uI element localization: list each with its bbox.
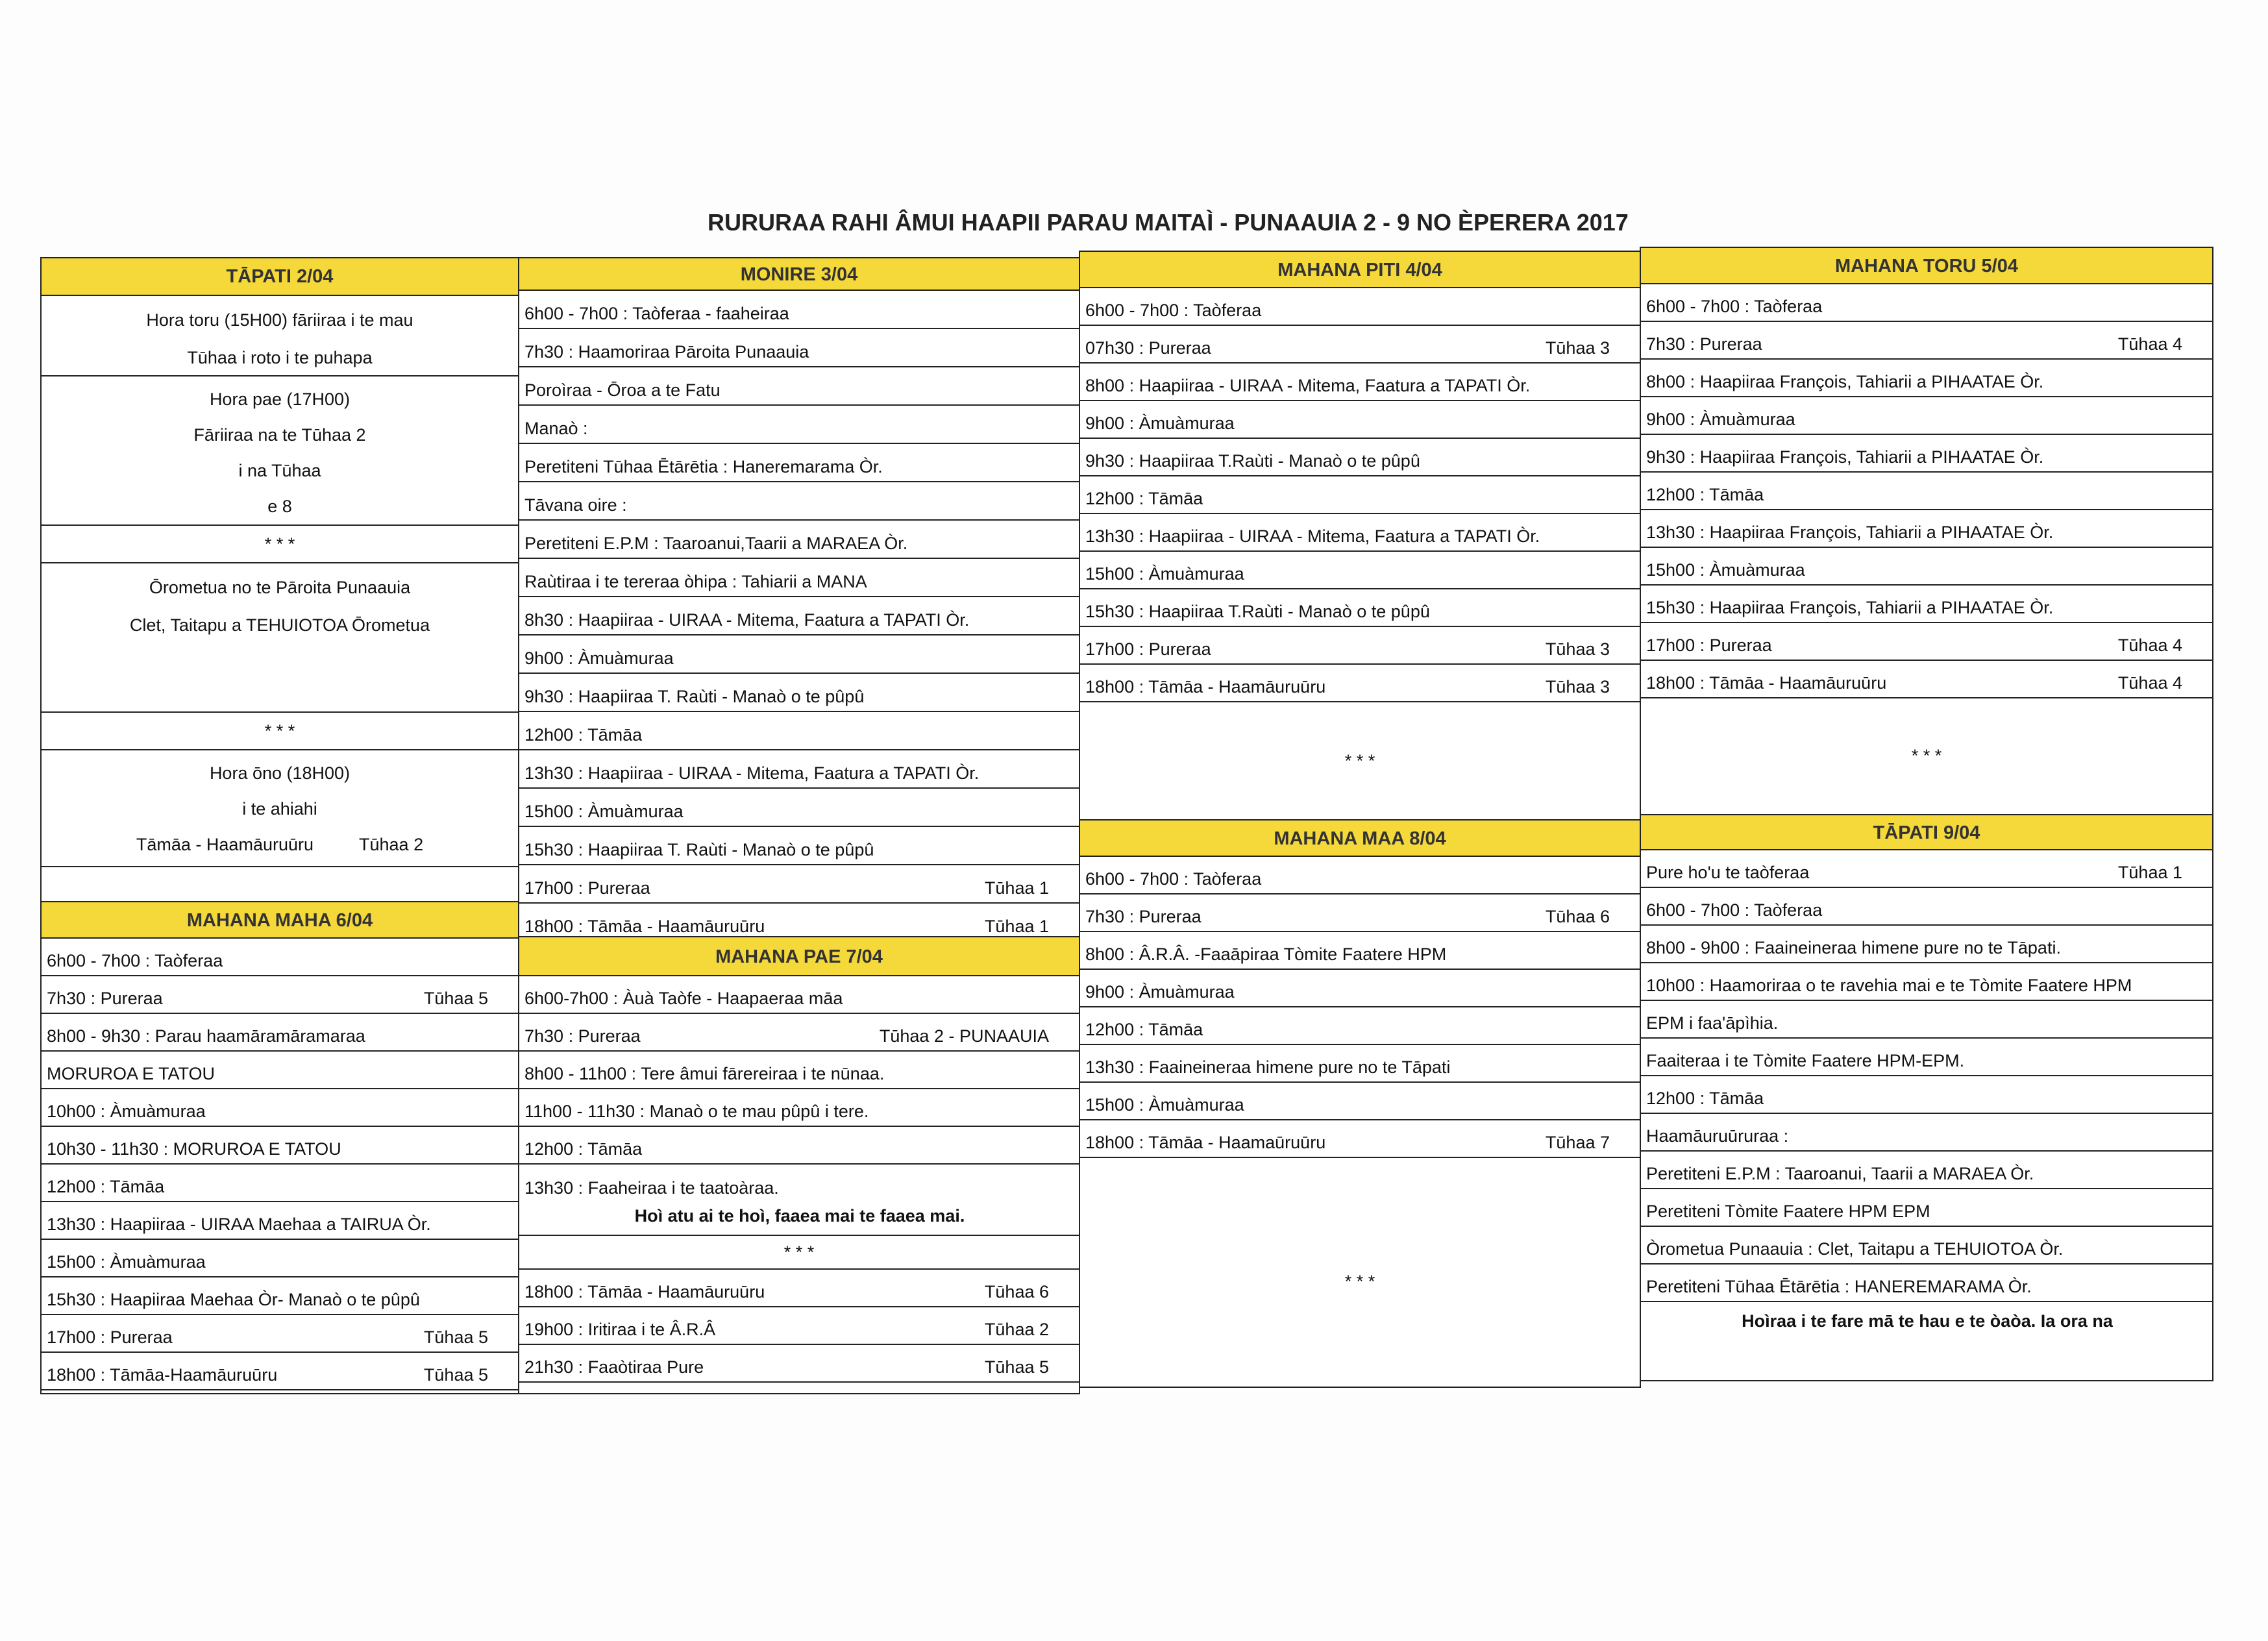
row-text: 6h00 - 7h00 : Taòferaa xyxy=(1085,301,1262,320)
schedule-row xyxy=(1641,586,2212,623)
text-line: e 8 xyxy=(267,497,292,516)
schedule-row xyxy=(1080,627,1640,665)
schedule-row xyxy=(1641,510,2212,548)
group-label: Tūhaa 1 xyxy=(984,878,1049,898)
row-text: 8h00 - 9h30 : Parau haamāramāramaraa xyxy=(47,1026,365,1046)
schedule-row xyxy=(1641,322,2212,360)
row-text: 6h00 - 7h00 : Taòferaa xyxy=(47,951,223,970)
schedule-row xyxy=(1641,850,2212,888)
day-column-tapati-9 xyxy=(1640,814,2213,1381)
schedule-row xyxy=(1080,589,1640,627)
group-label: Tūhaa 4 xyxy=(2117,334,2182,354)
schedule-row xyxy=(519,1307,1079,1345)
row-text: 18h00 : Tāmāa - Haamāuruūru xyxy=(524,917,765,936)
row-text: 15h00 : Àmuàmuraa xyxy=(1085,564,1244,584)
page-title: RURURAA RAHI ÂMUI HAAPII PARAU MAITAÌ - PUNAAUIA 2 - 9 NO ÈPERERA 2017 xyxy=(708,209,1629,236)
group-label: Tūhaa 6 xyxy=(1545,907,1610,926)
day-column-piti xyxy=(1079,251,1641,822)
row-text: Peretiteni E.P.M : Taaroanui, Taarii a MARAEA Òr. xyxy=(1646,1164,2034,1183)
row-text: 6h00 - 7h00 : Taòferaa xyxy=(1646,297,1823,316)
day-header: MAHANA PITI 4/04 xyxy=(1080,252,1640,288)
schedule-row xyxy=(519,865,1079,904)
row-text: 13h30 : Haapiiraa - UIRAA Maehaa a TAIRUA Òr. xyxy=(47,1215,431,1234)
row-text: 7h30 : Pureraa xyxy=(47,989,163,1008)
schedule-row xyxy=(519,597,1079,635)
schedule-row xyxy=(1080,1120,1640,1158)
group-label: Tūhaa 6 xyxy=(984,1282,1049,1302)
text-line: i na Tūhaa xyxy=(238,461,321,480)
group-label: Tūhaa 5 xyxy=(984,1357,1049,1377)
row-text: 18h00 : Tāmāa - Haamāuruūru xyxy=(1085,677,1326,697)
schedule-row xyxy=(1641,1114,2212,1152)
row-text: 8h00 : Haapiiraa François, Tahiarii a PIHAATAE Òr. xyxy=(1646,372,2044,391)
day-header: TĀPATI 9/04 xyxy=(1641,815,2212,850)
meal-label: Tāmāa - Haamāuruūru xyxy=(136,835,314,854)
schedule-row xyxy=(1641,1076,2212,1114)
row-text: 7h30 : Pureraa xyxy=(1646,334,1762,354)
schedule-row xyxy=(519,406,1079,444)
schedule-row xyxy=(1641,1265,2212,1302)
group-label: Tūhaa 1 xyxy=(2117,863,2182,882)
row-text: 18h00 : Tāmāa-Haamāuruūru xyxy=(47,1365,278,1385)
text-line: Hora pae (17H00) xyxy=(209,389,351,409)
day-column-pae xyxy=(518,936,1080,1394)
row-text: 15h30 : Haapiiraa Maehaa Òr- Manaò o te pûpû xyxy=(47,1290,420,1309)
row-text: 8h30 : Haapiiraa - UIRAA - Mitema, Faatura a TAPATI Òr. xyxy=(524,610,970,630)
row-text: 9h00 : Àmuàmuraa xyxy=(1085,982,1235,1002)
row-text: 17h00 : Pureraa xyxy=(1646,635,1772,655)
schedule-row xyxy=(1641,548,2212,586)
row-text: EPM i faa'āpìhia. xyxy=(1646,1013,1779,1033)
schedule-row xyxy=(42,976,518,1014)
row-text: 21h30 : Faaòtiraa Pure xyxy=(524,1357,704,1377)
row-text: 9h00 : Àmuàmuraa xyxy=(524,648,674,668)
row-text: Poroìraa - Ōroa a te Fatu xyxy=(524,380,721,400)
row-text: 07h30 : Pureraa xyxy=(1085,338,1211,358)
schedule-row xyxy=(519,712,1079,750)
day-header: MAHANA MAA 8/04 xyxy=(1080,820,1640,857)
evening-block xyxy=(42,750,518,867)
schedule-row xyxy=(42,1240,518,1277)
schedule-row xyxy=(1080,326,1640,364)
row-text: 10h00 : Àmuàmuraa xyxy=(47,1102,206,1121)
row-text: 19h00 : Iritiraa i te Â.R.Â xyxy=(524,1320,716,1339)
schedule-row xyxy=(519,329,1079,367)
row-text: 15h00 : Àmuàmuraa xyxy=(1646,560,1805,580)
group-label: Tūhaa 7 xyxy=(1545,1133,1610,1152)
row-text: Peretiteni Tòmite Faatere HPM EPM xyxy=(1646,1202,1930,1221)
text-line xyxy=(42,827,518,863)
schedule-row xyxy=(42,939,518,976)
schedule-row xyxy=(1080,857,1640,895)
row-text: 12h00 : Tāmāa xyxy=(1085,1020,1203,1039)
separator-stars: * * * xyxy=(42,526,518,563)
row-text: 12h00 : Tāmāa xyxy=(1646,485,1764,504)
text-line: Ōrometua no te Pāroita Punaauia xyxy=(149,577,411,597)
row-text: 15h00 : Àmuàmuraa xyxy=(47,1252,206,1272)
row-text: 18h00 : Tāmāa - Haamāuruūru xyxy=(1646,673,1887,693)
text-line: Tūhaa i roto i te puhapa xyxy=(187,347,373,367)
row-text: 6h00-7h00 : Àuà Taòfe - Haapaeraa māa xyxy=(524,989,843,1008)
welcome-block xyxy=(42,376,518,526)
schedule-row xyxy=(42,1202,518,1240)
row-text: 15h00 : Àmuàmuraa xyxy=(524,802,684,821)
row-text: Haamāuruūruraa : xyxy=(1646,1126,1789,1146)
row-text: Faaiteraa i te Tòmite Faatere HPM-EPM. xyxy=(1646,1051,1965,1070)
separator-stars: * * * xyxy=(42,713,518,750)
row-text: Òrometua Punaauia : Clet, Taitapu a TEHUIOTOA Òr. xyxy=(1646,1239,2064,1259)
day-column-toru xyxy=(1640,247,2213,817)
schedule-row xyxy=(1641,623,2212,661)
row-text: Pure ho'u te taòferaa xyxy=(1646,863,1810,882)
group-label: Tūhaa 4 xyxy=(2117,673,2182,693)
row-text: 12h00 : Tāmāa xyxy=(524,725,643,745)
row-text: 12h00 : Tāmāa xyxy=(47,1177,165,1196)
row-text: 15h30 : Haapiiraa T.Raùti - Manaò o te pûpû xyxy=(1085,602,1430,621)
schedule-row xyxy=(1641,360,2212,397)
schedule-row xyxy=(1641,1189,2212,1227)
row-text: 9h30 : Haapiiraa T. Raùti - Manaò o te pûpû xyxy=(524,687,865,706)
row-text: 13h30 : Faaheiraa i te taatoàraa. xyxy=(524,1178,779,1198)
schedule-row xyxy=(519,674,1079,712)
row-text: 10h00 : Haamoriraa o te ravehia mai e te Tòmite Faatere HPM xyxy=(1646,976,2132,995)
row-text: 15h30 : Haapiiraa T. Raùti - Manaò o te pûpû xyxy=(524,840,874,859)
schedule-row xyxy=(1080,1045,1640,1083)
group-label: Tūhaa 2 - PUNAAUIA xyxy=(879,1026,1049,1046)
schedule-row xyxy=(1080,932,1640,970)
day-column-maa xyxy=(1079,819,1641,1388)
schedule-row xyxy=(1641,963,2212,1001)
row-text: 8h00 : Â.R.Â. -Faaāpiraa Tòmite Faatere HPM xyxy=(1085,944,1447,964)
schedule-row xyxy=(519,1127,1079,1165)
schedule-row xyxy=(519,976,1079,1014)
schedule-row xyxy=(1080,288,1640,326)
group-label: Tūhaa 4 xyxy=(2117,635,2182,655)
text-line: i te ahiahi xyxy=(242,799,317,819)
schedule-row xyxy=(519,291,1079,329)
group-label: Tūhaa 2 xyxy=(984,1320,1049,1339)
row-text: 17h00 : Pureraa xyxy=(1085,639,1211,659)
row-text: 9h30 : Haapiiraa François, Tahiarii a PIHAATAE Òr. xyxy=(1646,447,2044,467)
schedule-row xyxy=(1080,1083,1640,1120)
text-line: Hora ōno (18H00) xyxy=(209,763,351,783)
separator-stars: * * * xyxy=(1344,1272,1375,1291)
row-text: 8h00 - 9h00 : Faaineineraa himene pure no te Tāpati. xyxy=(1646,938,2061,957)
schedule-row xyxy=(519,1165,1079,1202)
row-text: 7h30 : Pureraa xyxy=(1085,907,1202,926)
row-text: 6h00 - 7h00 : Taòferaa - faaheiraa xyxy=(524,304,789,323)
text-line: Fāriiraa na te Tūhaa 2 xyxy=(193,425,366,445)
schedule-row xyxy=(42,1089,518,1127)
schedule-row xyxy=(42,1014,518,1052)
day-column-maha xyxy=(40,901,519,1394)
schedule-row xyxy=(1080,970,1640,1007)
separator-stars: * * * xyxy=(519,1236,1079,1270)
row-text: 13h30 : Haapiiraa François, Tahiarii a PIHAATAE Òr. xyxy=(1646,523,2054,542)
schedule-row: Hoì atu ai te hoì, faaea mai te faaea mai. xyxy=(519,1202,1079,1236)
row-text: 17h00 : Pureraa xyxy=(524,878,650,898)
row-text: 13h30 : Haapiiraa - UIRAA - Mitema, Faatura a TAPATI Òr. xyxy=(524,763,980,783)
schedule-row xyxy=(1641,888,2212,926)
row-text: Raùtiraa i te tereraa òhipa : Tahiarii a MANA xyxy=(524,572,867,591)
row-text: Peretiteni E.P.M : Taaroanui,Taarii a MARAEA Òr. xyxy=(524,534,908,553)
schedule-row xyxy=(1080,665,1640,702)
schedule-row xyxy=(519,827,1079,865)
row-text: 7h30 : Haamoriraa Pāroita Punaauia xyxy=(524,342,809,362)
row-text: 8h00 : Haapiiraa - UIRAA - Mitema, Faatura a TAPATI Òr. xyxy=(1085,376,1531,395)
schedule-row xyxy=(519,482,1079,521)
row-text: Peretiteni Tūhaa Ētārētia : HANEREMARAMA Òr. xyxy=(1646,1277,2032,1296)
row-text: 7h30 : Pureraa xyxy=(524,1026,641,1046)
schedule-row xyxy=(519,367,1079,406)
row-text: Peretiteni Tūhaa Ētārētia : Haneremarama Òr. xyxy=(524,457,883,476)
closing-line: Hoìraa i te fare mā te hau e te òaòa. Ia ora na xyxy=(1742,1311,2113,1331)
row-text: MORUROA E TATOU xyxy=(47,1064,216,1083)
row-text: 18h00 : Tāmāa - Haamaūruūru xyxy=(1085,1133,1326,1152)
group-label: Tūhaa 5 xyxy=(423,989,488,1008)
row-text: 13h30 : Haapiiraa - UIRAA - Mitema, Faatura a TAPATI Òr. xyxy=(1085,526,1540,546)
row-text: 9h00 : Àmuàmuraa xyxy=(1646,410,1795,429)
schedule-row xyxy=(1641,397,2212,435)
group-label: Tūhaa 5 xyxy=(423,1327,488,1347)
text-line: Clet, Taitapu a TEHUIOTOA Ōrometua xyxy=(129,615,430,635)
schedule-row xyxy=(519,521,1079,559)
schedule-row xyxy=(1080,552,1640,589)
schedule-row xyxy=(42,1127,518,1165)
schedule-row xyxy=(1080,514,1640,552)
schedule-row xyxy=(42,1052,518,1089)
schedule-row xyxy=(42,1165,518,1202)
row-text: 12h00 : Tāmāa xyxy=(524,1139,643,1159)
day-header: MONIRE 3/04 xyxy=(519,258,1079,291)
group-label: Tūhaa 5 xyxy=(423,1365,488,1385)
schedule-row xyxy=(1080,401,1640,439)
schedule-row xyxy=(1080,1007,1640,1045)
schedule-row xyxy=(42,1353,518,1390)
schedule-row xyxy=(1641,473,2212,510)
schedule-row xyxy=(519,444,1079,482)
row-text: 12h00 : Tāmāa xyxy=(1646,1089,1764,1108)
row-text: Tāvana oire : xyxy=(524,495,627,515)
day-column-monire xyxy=(518,257,1080,943)
schedule-row xyxy=(519,789,1079,827)
row-text: 11h00 - 11h30 : Manaò o te mau pûpû i tere. xyxy=(524,1102,869,1121)
schedule-row xyxy=(1080,439,1640,476)
row-text: Manaò : xyxy=(524,419,588,438)
schedule-row xyxy=(1641,284,2212,322)
row-text: 9h30 : Haapiiraa T.Raùti - Manaò o te pûpû xyxy=(1085,451,1420,471)
row-text: 15h30 : Haapiiraa François, Tahiarii a PIHAATAE Òr. xyxy=(1646,598,2054,617)
row-text: 12h00 : Tāmāa xyxy=(1085,489,1203,508)
day-header: TĀPATI 2/04 xyxy=(42,258,518,296)
row-text: 13h30 : Faaineineraa himene pure no te Tāpati xyxy=(1085,1057,1451,1077)
schedule-row xyxy=(519,559,1079,597)
arrival-block xyxy=(42,296,518,376)
row-text: 15h00 : Àmuàmuraa xyxy=(1085,1095,1244,1115)
row-text: 9h00 : Àmuàmuraa xyxy=(1085,413,1235,433)
schedule-row xyxy=(1641,1001,2212,1039)
separator-stars: * * * xyxy=(1344,750,1375,771)
row-text: 8h00 - 11h00 : Tere âmui fārereiraa i te nūnaa. xyxy=(524,1064,885,1083)
day-header: MAHANA PAE 7/04 xyxy=(519,937,1079,976)
schedule-row xyxy=(1080,895,1640,932)
separator-stars: * * * xyxy=(1911,745,1942,765)
schedule-row xyxy=(1641,1039,2212,1076)
day-column-tapati-2 xyxy=(40,257,519,907)
pastor-block xyxy=(42,563,518,713)
schedule-row xyxy=(1641,926,2212,963)
group-label: Tūhaa 3 xyxy=(1545,639,1610,659)
schedule-row xyxy=(519,1270,1079,1307)
schedule-row xyxy=(519,1345,1079,1383)
row-text: 6h00 - 7h00 : Taòferaa xyxy=(1646,900,1823,920)
schedule-row xyxy=(519,1014,1079,1052)
schedule-row xyxy=(1080,476,1640,514)
text-line: Hora toru (15H00) fāriiraa i te mau xyxy=(146,310,413,330)
group-label: Tūhaa 3 xyxy=(1545,338,1610,358)
day-header: MAHANA MAHA 6/04 xyxy=(42,902,518,939)
schedule-row xyxy=(1641,1152,2212,1189)
schedule-row xyxy=(1641,661,2212,698)
row-text: 6h00 - 7h00 : Taòferaa xyxy=(1085,869,1262,889)
row-text: 17h00 : Pureraa xyxy=(47,1327,173,1347)
schedule-row xyxy=(519,1052,1079,1089)
group-label: Tūhaa 3 xyxy=(1545,677,1610,697)
schedule-row xyxy=(519,635,1079,674)
schedule-row xyxy=(42,1315,518,1353)
schedule-row xyxy=(1641,1227,2212,1265)
schedule-row xyxy=(42,1277,518,1315)
schedule-row xyxy=(1641,435,2212,473)
group-label: Tūhaa 2 xyxy=(359,835,424,854)
row-text: 18h00 : Tāmāa - Haamāuruūru xyxy=(524,1282,765,1302)
schedule-row xyxy=(519,750,1079,789)
group-label: Tūhaa 1 xyxy=(984,917,1049,936)
row-text: 10h30 - 11h30 : MORUROA E TATOU xyxy=(47,1139,341,1159)
schedule-row xyxy=(1080,364,1640,401)
schedule-row xyxy=(519,1089,1079,1127)
day-header: MAHANA TORU 5/04 xyxy=(1641,248,2212,284)
